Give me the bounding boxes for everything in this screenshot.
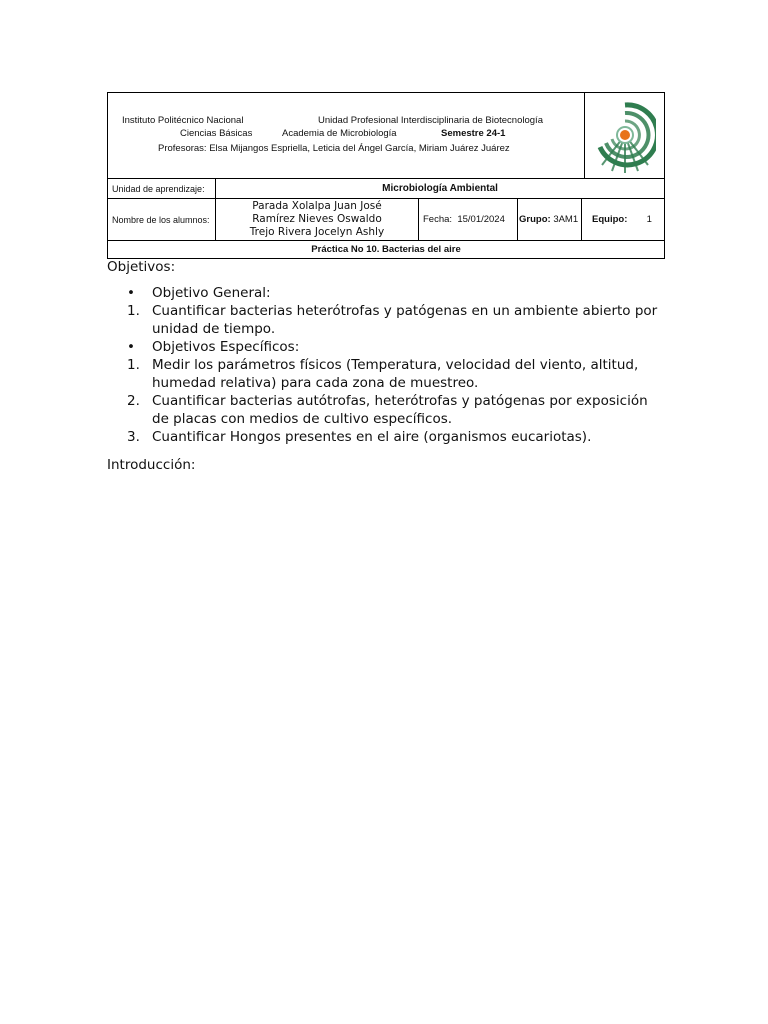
upibi-logo-icon — [594, 95, 656, 175]
list-item — [107, 338, 667, 356]
students-list — [216, 199, 419, 241]
introduction-heading: Introducción: — [107, 457, 196, 473]
student-name: Ramírez Nieves Oswaldo — [252, 213, 382, 225]
specific-objective-item: Cuantificar Hongos presentes en el aire (organismos eucariotas). — [152, 429, 592, 445]
unit-name: Unidad Profesional Interdisciplinaria de Biotecnología — [318, 115, 543, 126]
header-text-block — [108, 93, 585, 179]
bullet-icon: • — [127, 285, 135, 301]
general-objective-label: Objetivo General: — [152, 285, 271, 301]
list-item — [107, 284, 667, 302]
department-name: Ciencias Básicas — [180, 128, 253, 139]
list-item: 1. Medir los parámetros físicos (Temperatura, velocidad del viento, altitud, humedad relativa) para cada zona de muestreo. — [127, 357, 639, 391]
students-label: Nombre de los alumnos: — [108, 199, 216, 241]
academy-name: Academia de Microbiología — [282, 128, 397, 139]
date-cell — [419, 199, 518, 241]
professors-line: Profesoras: Elsa Mijangos Espriella, Leticia del Ángel García, Miriam Juárez Juárez — [158, 143, 510, 154]
general-objective-item: Cuantificar bacterias heterótrofas y patógenas en un ambiente abierto por unidad de tiempo. — [152, 303, 658, 337]
date-value: 15/01/2024 — [457, 214, 505, 225]
specific-objective-item: Cuantificar bacterias autótrofas, heterótrofas y patógenas por exposición de placas con medios de cultivo específicos. — [152, 393, 648, 427]
list-item: 1. Cuantificar bacterias heterótrofas y patógenas en un ambiente abierto por unidad de tiempo. — [127, 303, 658, 337]
date-label: Fecha: — [423, 214, 453, 225]
team-label: Equipo: — [592, 214, 628, 225]
list-item: 3. Cuantificar Hongos presentes en el aire (organismos eucariotas). — [127, 429, 592, 445]
institution-name: Instituto Politécnico Nacional — [122, 115, 244, 126]
unit-value: Microbiología Ambiental — [216, 179, 665, 199]
bullet-icon: • — [127, 339, 135, 355]
specific-objective-item: Medir los parámetros físicos (Temperatura, velocidad del viento, altitud, humedad relativa) para cada zona de muestreo. — [152, 357, 639, 391]
team-cell — [582, 199, 665, 241]
header-table — [107, 92, 665, 259]
group-value: 3AM1 — [553, 214, 579, 225]
document-body — [107, 258, 667, 474]
logo-cell — [585, 93, 665, 179]
practice-title: Práctica No 10. Bacterias del aire — [108, 241, 665, 259]
objectives-list — [107, 284, 667, 446]
team-value: 1 — [646, 214, 652, 225]
list-item: 2. Cuantificar bacterias autótrofas, heterótrofas y patógenas por exposición de placas con medios de cultivo específicos. — [127, 393, 648, 427]
objectives-heading: Objetivos: — [107, 259, 176, 275]
student-name: Parada Xolalpa Juan José — [252, 200, 382, 212]
specific-objectives-label: Objetivos Específicos: — [152, 339, 300, 355]
group-cell — [518, 199, 582, 241]
unit-label: Unidad de aprendizaje: — [108, 179, 216, 199]
semester-label: Semestre 24-1 — [441, 128, 506, 139]
group-label: Grupo: — [519, 214, 551, 225]
student-name: Trejo Rivera Jocelyn Ashly — [249, 226, 385, 238]
